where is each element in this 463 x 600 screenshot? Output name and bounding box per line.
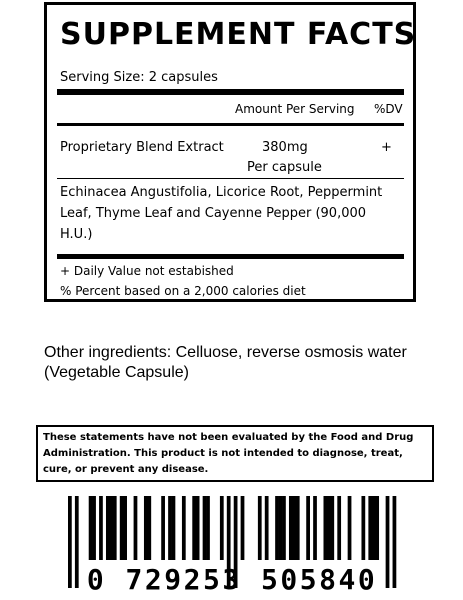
fda-disclaimer-text: These statements have not been evaluated by the Food and Drug Administration. This product is not intended to diagnose, treat, cure, or prevent any disease. — [43, 432, 414, 475]
other-ingredients: Other ingredients: Celluose, reverse osmosis water (Vegetable Capsule) — [44, 344, 407, 381]
barcode-bar — [241, 496, 245, 560]
barcode-bar — [89, 496, 93, 560]
barcode-bar — [134, 496, 138, 560]
barcode-bar — [375, 496, 379, 560]
barcode-bar — [172, 496, 176, 560]
footnote-percent: % Percent based on a 2,000 calories diet — [60, 284, 306, 298]
barcode-bar — [144, 496, 148, 560]
supplement-facts-panel — [44, 2, 416, 302]
blend-unit: Per capsule — [247, 160, 322, 175]
barcode-bar — [92, 496, 96, 560]
barcode-bar — [192, 496, 196, 560]
barcode-bar — [279, 496, 283, 560]
barcode-bar — [106, 496, 110, 560]
amount-per-serving-header: Amount Per Serving — [235, 102, 355, 116]
blend-name: Proprietary Blend Extract — [60, 140, 224, 155]
barcode-bar — [258, 496, 262, 560]
barcode-bar — [182, 496, 186, 560]
barcode-bar — [123, 496, 127, 560]
footnote-daily-value: + Daily Value not estabished — [60, 264, 234, 278]
barcode-bar — [327, 496, 331, 560]
barcode-bar — [147, 496, 151, 560]
barcode-bar — [113, 496, 117, 560]
barcode-bar — [372, 496, 376, 560]
thin-divider — [57, 178, 404, 179]
barcode-bar — [168, 496, 172, 560]
dv-header: %DV — [374, 102, 403, 116]
barcode-bar — [68, 496, 72, 588]
barcode — [44, 496, 420, 596]
blend-ingredients: Echinacea Angustifolia, Licorice Root, Peppermint Leaf, Thyme Leaf and Cayenne Pepper (90,000 H.U.) — [60, 185, 383, 242]
barcode-bar — [196, 496, 200, 560]
barcode-bar — [206, 496, 210, 560]
barcode-bar — [368, 496, 372, 560]
barcode-bar — [220, 496, 224, 560]
barcode-bar — [313, 496, 317, 560]
barcode-bar — [306, 496, 310, 560]
barcode-bar — [361, 496, 365, 560]
medium-divider — [57, 123, 404, 126]
barcode-number: 0 729253 505840 — [86, 563, 378, 596]
barcode-bar — [161, 496, 165, 560]
thick-divider-top — [57, 89, 404, 95]
barcode-bar — [330, 496, 334, 560]
barcode-bar — [323, 496, 327, 560]
barcode-bar — [348, 496, 352, 560]
barcode-bar — [386, 496, 390, 588]
barcode-bar — [265, 496, 269, 560]
serving-size: Serving Size: 2 capsules — [60, 70, 218, 85]
barcode-bar — [75, 496, 79, 588]
thick-divider-bottom — [57, 254, 404, 259]
barcode-bar — [99, 496, 103, 560]
fda-disclaimer-box — [36, 425, 434, 482]
facts-title: SUPPLEMENT FACTS — [60, 17, 417, 52]
blend-dv: + — [381, 140, 392, 155]
barcode-bar — [289, 496, 293, 560]
barcode-bar — [275, 496, 279, 560]
barcode-bar — [296, 496, 300, 560]
barcode-bar — [120, 496, 124, 560]
barcode-bar — [203, 496, 207, 560]
barcode-bar — [337, 496, 341, 560]
barcode-bar — [109, 496, 113, 560]
barcode-bar — [292, 496, 296, 560]
barcode-bar — [282, 496, 286, 560]
blend-amount: 380mg — [262, 140, 308, 155]
barcode-bar — [393, 496, 397, 588]
